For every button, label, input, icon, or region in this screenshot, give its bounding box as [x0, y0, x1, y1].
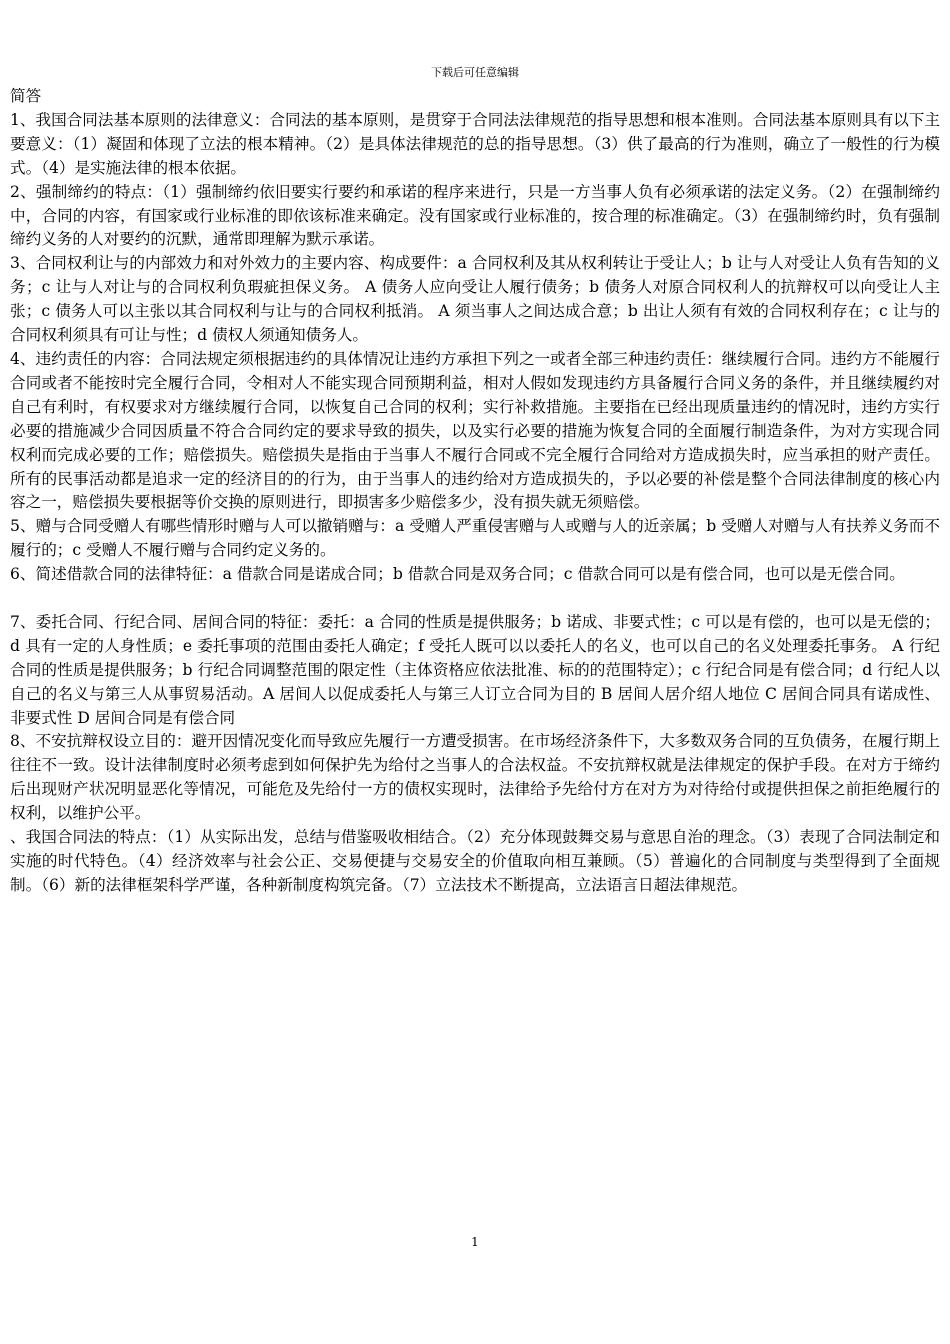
blank-line	[10, 587, 940, 611]
document-body	[10, 85, 940, 898]
page-header: 下载后可任意编辑	[431, 66, 519, 79]
paragraph-5: 5、赠与合同受赠人有哪些情形时赠与人可以撤销赠与：a 受赠人严重侵害赠与人或赠与人的近亲属；b 受赠人对赠与人有扶养义务而不履行的；c 受赠人不履行赠与合同约定义务的。	[10, 517, 940, 560]
paragraph-8: 8、不安抗辩权设立目的：避开因情况变化而导致应先履行一方遭受损害。在市场经济条件下，大多数双务合同的互负债务，在履行期上往往不一致。设计法律制度时必须考虑到如何保护先为给付之当事人的合法权益。不安抗辩权就是法律规定的保护手段。在对方于缔约后出现财产状况明显恶化等情况，可能危及先给付一方的债权实现时，法律给予先给付方在对方为对待给付或提供担保之前拒绝履行的权利，以维护公平。	[10, 732, 940, 823]
paragraph-4: 4、违约责任的内容：合同法规定须根据违约的具体情况让违约方承担下列之一或者全部三种违约责任：继续履行合同。违约方不能履行合同或者不能按时完全履行合同，令相对人不能实现合同预期利益，相对人假如发现违约方具备履行合同义务的条件，并且继续履约对自己有利时，有权要求对方继续履行合同，以恢复自己合同的权利；实行补救措施。主要指在已经出现质量违约的情况时，违约方实行必要的措施减少合同因质量不符合合同约定的要求导致的损失，以及实行必要的措施为恢复合同的全面履行制造条件，为对方实现合同权利而完成必要的工作；赔偿损失。赔偿损失是指由于当事人不履行合同或不完全履行合同给对方造成损失时，应当承担的财产责任。所有的民事活动都是追求一定的经济目的的行为，由于当事人的违约给对方造成损失的，予以必要的补偿是整个合同法律制度的核心内容之一，赔偿损失要根据等价交换的原则进行，即损害多少赔偿多少，没有损失就无须赔偿。	[10, 349, 940, 512]
paragraph-9: 、我国合同法的特点：（1）从实际出发，总结与借鉴吸收相结合。（2）充分体现鼓舞交易与意思自治的理念。（3）表现了合同法制定和实施的时代特色。（4）经济效率与社会公正、交易便捷与交易安全的价值取向相互兼顾。（5）普遍化的合同制度与类型得到了全面规制。（6）新的法律框架科学严谨，各种新制度构筑完备。（7）立法技术不断提高，立法语言日超法律规范。	[10, 828, 940, 894]
paragraph-7: 7、委托合同、行纪合同、居间合同的特征：委托：a 合同的性质是提供服务；b 诺成、非要式性；c 可以是有偿的，也可以是无偿的；d 具有一定的人身性质；e 委托事项的范围由委托人确定；f 受托人既可以以委托人的名义，也可以自己的名义处理委托事务。 A 行纪合同的性质是提供服务；b 行纪合同调整范围的限定性（主体资格应依法批准、标的的范围特定）；c 行纪合同是有偿合同；d 行纪人以自己的名义与第三人从事贸易活动。A 居间人以促成委托人与第三人订立合同为目的 B 居间人居介绍人地位 C 居间合同具有诺成性、非要式性 D 居间合同是有偿合同	[10, 612, 940, 727]
paragraph-1: 1、我国合同法基本原则的法律意义：合同法的基本原则，是贯穿于合同法法律规范的指导思想和根本准则。合同法基本原则具有以下主要意义：（1）凝固和体现了立法的根本精神。（2）是具体法律规范的总的指导思想。（3）供了最高的行为准则，确立了一般性的行为模式。（4）是实施法律的根本依据。	[10, 110, 940, 177]
paragraph-3: 3、合同权利让与的内部效力和对外效力的主要内容、构成要件：a 合同权利及其从权利转让于受让人；b 让与人对受让人负有告知的义务；c 让与人对让与的合同权利负瑕疵担保义务。 A 债务人应向受让人履行债务；b 债务人对原合同权利人的抗辩权可以向受让人主张；c 债务人可以主张以其合同权利与让与的合同权利抵消。 A 须当事人之间达成合意；b 出让人须有有效的合同权利存在；c 让与的合同权利须具有可让与性；d 债权人须通知债务人。	[10, 254, 940, 345]
page-number: 1	[471, 1235, 479, 1249]
paragraph-2: 2、强制缔约的特点：（1）强制缔约依旧要实行要约和承诺的程序来进行，只是一方当事人负有必须承诺的法定义务。（2）在强制缔约中，合同的内容，有国家或行业标准的即依该标准来确定。没有国家或行业标准的，按合理的标准确定。（3）在强制缔约时，负有强制缔约义务的人对要约的沉默，通常即理解为默示承诺。	[10, 182, 940, 249]
paragraph-6: 6、简述借款合同的法律特征：a 借款合同是诺成合同；b 借款合同是双务合同；c 借款合同可以是有偿合同，也可以是无偿合同。	[10, 565, 905, 584]
document-heading: 简答	[10, 87, 42, 105]
